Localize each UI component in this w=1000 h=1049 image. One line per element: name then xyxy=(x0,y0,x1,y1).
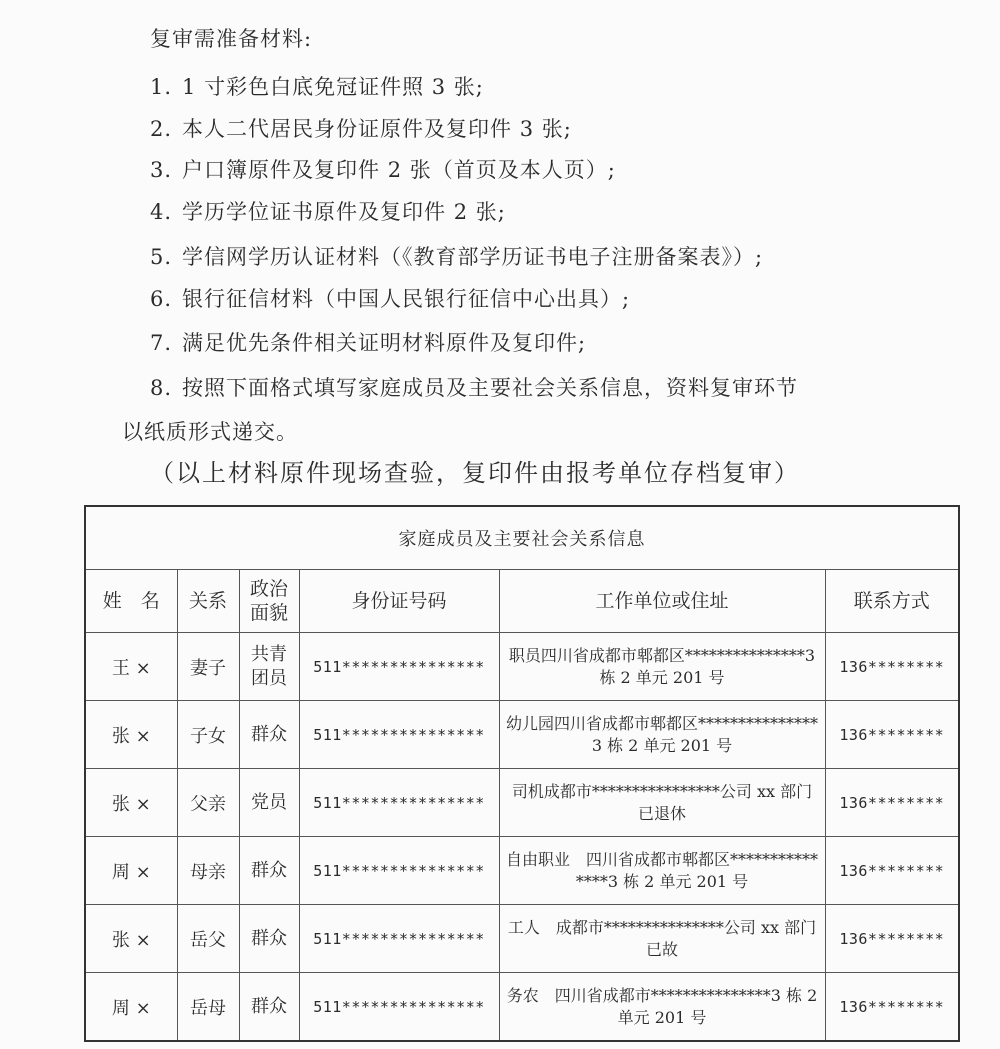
requirement-item xyxy=(150,153,616,187)
requirement-number: 1. xyxy=(150,75,173,99)
cell-political: 群众 xyxy=(239,837,299,905)
cell-id: 511*************** xyxy=(299,701,499,769)
cell-contact: 136******** xyxy=(825,837,959,905)
cell-name: 张 × xyxy=(85,769,177,837)
cell-work: 工人 成都市***************公司 xx 部门 已故 xyxy=(499,905,825,973)
requirement-item xyxy=(150,195,506,229)
requirement-item xyxy=(150,371,798,405)
header-political: 政治面貌 xyxy=(239,570,299,633)
requirement-number: 8. xyxy=(150,376,173,400)
cell-political: 群众 xyxy=(239,973,299,1042)
cell-relation: 妻子 xyxy=(177,633,239,701)
family-relations-table xyxy=(84,505,960,1042)
requirement-item xyxy=(150,112,572,146)
requirement-item xyxy=(150,70,484,104)
header-work: 工作单位或住址 xyxy=(499,570,825,633)
cell-relation: 子女 xyxy=(177,701,239,769)
requirement-text: 学历学位证书原件及复印件 2 张; xyxy=(182,200,506,224)
cell-contact: 136******** xyxy=(825,769,959,837)
cell-name: 周 × xyxy=(85,837,177,905)
verification-note: （以上材料原件现场查验，复印件由报考单位存档复审） xyxy=(150,459,800,487)
cell-name: 张 × xyxy=(85,701,177,769)
cell-contact: 136******** xyxy=(825,701,959,769)
requirement-continuation: 以纸质形式递交。 xyxy=(122,420,298,444)
cell-work: 幼儿园四川省成都市郫都区***************3 栋 2 单元 201 号 xyxy=(499,701,825,769)
requirement-item xyxy=(150,282,630,316)
header-relation: 关系 xyxy=(177,570,239,633)
cell-political: 党员 xyxy=(239,769,299,837)
cell-political: 群众 xyxy=(239,701,299,769)
table-title: 家庭成员及主要社会关系信息 xyxy=(85,506,959,570)
requirement-number: 2. xyxy=(150,117,173,141)
requirement-text: 户口簿原件及复印件 2 张（首页及本人页）; xyxy=(182,158,616,182)
cell-name: 王 × xyxy=(85,633,177,701)
cell-contact: 136******** xyxy=(825,633,959,701)
requirement-text: 1 寸彩色白底免冠证件照 3 张; xyxy=(182,75,484,99)
cell-contact: 136******** xyxy=(825,973,959,1042)
cell-relation: 母亲 xyxy=(177,837,239,905)
requirement-text: 学信网学历认证材料（《教育部学历证书电子注册备案表》）; xyxy=(182,245,764,269)
requirement-text: 本人二代居民身份证原件及复印件 3 张; xyxy=(182,117,572,141)
table-row xyxy=(85,769,959,837)
cell-name: 张 × xyxy=(85,905,177,973)
cell-political: 群众 xyxy=(239,905,299,973)
cell-name: 周 × xyxy=(85,973,177,1042)
cell-work: 司机成都市****************公司 xx 部门 已退休 xyxy=(499,769,825,837)
requirement-text: 银行征信材料（中国人民银行征信中心出具）; xyxy=(182,287,631,311)
requirement-number: 6. xyxy=(150,287,173,311)
materials-heading: 复审需准备材料: xyxy=(150,27,313,51)
table-title-row xyxy=(85,506,959,570)
table-row xyxy=(85,633,959,701)
cell-id: 511*************** xyxy=(299,973,499,1042)
table-row xyxy=(85,905,959,973)
cell-id: 511*************** xyxy=(299,905,499,973)
cell-contact: 136******** xyxy=(825,905,959,973)
cell-id: 511*************** xyxy=(299,633,499,701)
header-contact: 联系方式 xyxy=(825,570,959,633)
table-row xyxy=(85,973,959,1042)
requirement-item xyxy=(150,240,763,274)
cell-relation: 岳母 xyxy=(177,973,239,1042)
cell-work: 自由职业 四川省成都市郫都区***************3 栋 2 单元 201 号 xyxy=(499,837,825,905)
requirement-number: 5. xyxy=(150,245,173,269)
requirement-number: 3. xyxy=(150,158,173,182)
cell-political: 共青团员 xyxy=(239,633,299,701)
header-id: 身份证号码 xyxy=(299,570,499,633)
table-row xyxy=(85,701,959,769)
requirement-number: 4. xyxy=(150,200,173,224)
requirement-item xyxy=(150,326,586,360)
cell-work: 务农 四川省成都市***************3 栋 2 单元 201 号 xyxy=(499,973,825,1042)
requirement-number: 7. xyxy=(150,331,173,355)
cell-relation: 父亲 xyxy=(177,769,239,837)
table-header-row xyxy=(85,570,959,633)
cell-work: 职员四川省成都市郫都区***************3 栋 2 单元 201 号 xyxy=(499,633,825,701)
cell-id: 511*************** xyxy=(299,769,499,837)
table-row xyxy=(85,837,959,905)
cell-relation: 岳父 xyxy=(177,905,239,973)
requirement-text: 按照下面格式填写家庭成员及主要社会关系信息，资料复审环节 xyxy=(182,376,799,400)
cell-id: 511*************** xyxy=(299,837,499,905)
header-name: 姓 名 xyxy=(85,570,177,633)
requirement-text: 满足优先条件相关证明材料原件及复印件; xyxy=(182,331,587,355)
